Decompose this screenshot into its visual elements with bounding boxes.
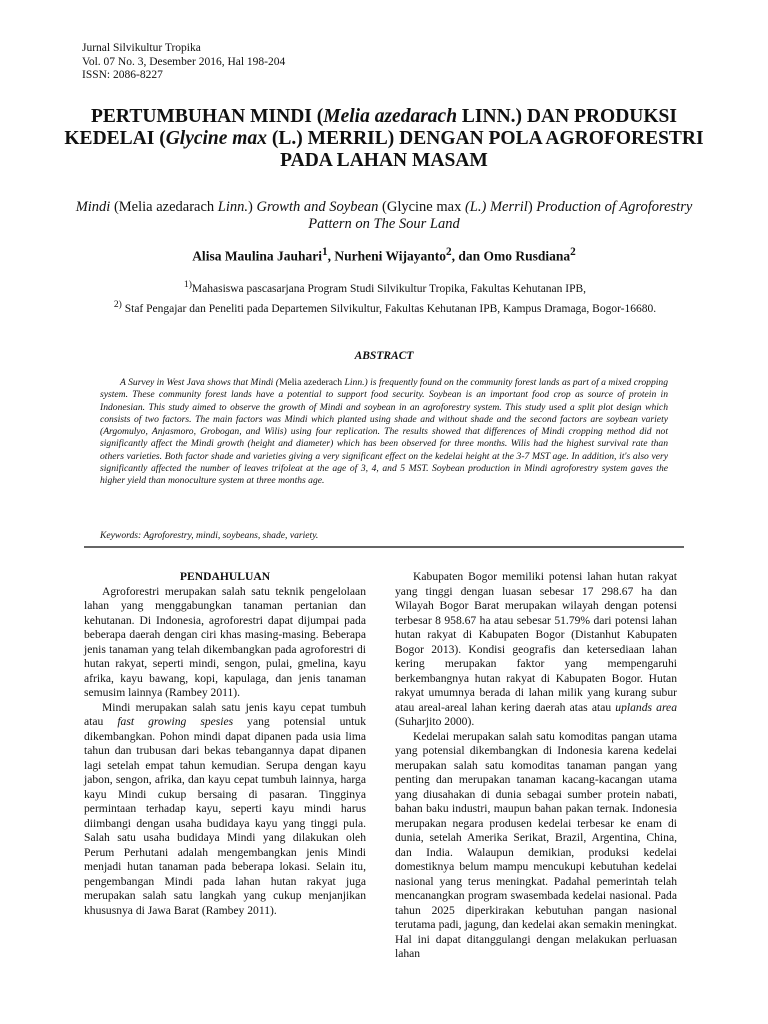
paragraph-emphasis: fast growing spesies [117,715,234,728]
abstract-body [100,377,668,488]
author-affil-mark: 2 [446,246,452,258]
abstract-text: Linn.) is frequently found on the community forest lands as part of a mixed cropping system. These community forest lands have a potential to support food security. Soybean is an important food crop as source of protein in Indonesian. This study aimed to observe the growth of Mindi and soybean in an agroforestry system. This study used a split plot design which consists of two factors. The main factors was Mindi which planted using shade and without shade and the second factors are soybean variety (Argomulyo, Anjasmoro, Grobogan, and Wilis) using four replication. The results showed that differences of Mindi cropping method did not significantly affect the Mindi growth (height and diameter) which has been observed for three months. Wilis had the highest survival rate than others varieties. Both factor shade and varieties giving a very significant effect on the kedelai height at the 3-7 MST age. In addition, it's also very significantly affected the number of leaves trifoleat at the age of 3, 4, and 5 MST. Soybean production in Mindi agroforestry system gaves the higher yield than monoculture system at three months age. [100,377,669,487]
paragraph: Kedelai merupakan salah satu komoditas pangan utama yang potensial dikembangkan di Indonesia karena kedelai merupakan salah satu komoditas tanaman pangan yang penting dan merupakan tanaman kacang-kacangan utama yang diusahakan di dunia sebagai sumber protein nabati, bahan baku industri, maupun bahan pakan ternak. Indonesia merupakan negara produsen kedelai terbesar ke enam di dunia, setelah Amerika Serikat, Brazil, Argentina, China, dan India. Walaupun demikian, produksi kedelai domestiknya belum mampu mencukupi kebutuhan kedelai nasional yang terus meningkat. Padahal pemerintah telah mencanangkan program swasembada kedelai nasional. Pada tahun 2025 diperkirakan kebutuhan pangan nasional terutama padi, jagung, dan kedelai akan semakin meningkat. Hal ini dapat ditanggulangi dengan melakukan perluasan lahan [395,729,677,960]
paragraph-text: (Suharjito 2000). [395,715,475,728]
subtitle-part: Growth and Soybean [256,199,379,215]
author-name: , Nurheni Wijayanto [327,248,446,264]
journal-volume: Vol. 07 No. 3, Desember 2016, Hal 198-204 [82,55,286,68]
left-column [84,570,366,918]
paragraph: Agroforestri merupakan salah satu teknik pengelolaan lahan yang menggabungkan tanaman pertanian dan kehutanan. Di Indonesia, agroforestri dapat dijumpai pada beberapa daerah dengan ciri khas masing-masing. Beberapa jenis tanaman yang telah dikembangkan pada agroforestri di hutan rakyat, seperti mindi, sengon, pulai, gmelina, kayu afrika, kayu bawang, kopi, kapulaga, dan jenis tanaman semusim lainnya (Rambey 2011). [84,584,366,699]
subtitle-part: (L.) Merril [464,199,528,215]
paragraph-text: Mindi merupakan salah satu jenis kayu cepat tumbuh atau [84,700,366,728]
author-name: Alisa Maulina Jauhari [192,248,322,264]
subtitle-part: (Melia azedarach [110,199,218,215]
section-heading-introduction: PENDAHULUAN [179,570,271,583]
author-affil-mark: 1 [321,246,328,258]
paragraph-emphasis: uplands area [615,700,677,714]
affiliation-text: Mahasiswa pascasarjana Program Studi Silvikultur Tropika, Fakultas Kehutanan IPB, [191,282,587,295]
abstract-species: Melia azederach [278,377,343,388]
title-species-mindi: Melia azedarach [323,106,458,127]
title-part: (L.) MERRIL) DENGAN POLA AGROFORESTRI PADA LAHAN MASAM [266,128,704,171]
author-list [60,246,708,265]
subtitle-part: (Glycine max [378,199,465,215]
subtitle-part: Linn. [217,199,249,215]
title-part: LINN.) DAN PRODUKSI KEDELAI ( [64,106,677,149]
abstract-heading: ABSTRACT [354,350,414,362]
affiliation-1 [95,277,675,297]
subtitle-part: ) [527,199,537,215]
subtitle-part: Mindi [75,199,111,215]
right-column [395,570,677,962]
affiliations [95,277,675,317]
affiliation-text: Staf Pengajar dan Peneliti pada Departemen Silvikultur, Fakultas Kehutanan IPB, Kampus Dramaga, Bogor-16680. [121,302,657,315]
paper-title [60,106,708,172]
paragraph-text: yang potensial untuk dikembangkan. Pohon mindi dapat dipanen pada usia lima tahun dan trubusan dari bekas tebangannya dapat dipanen lagi setelah empat tahun kemudian. Serupa dengan kayu jabon, sengon, afrika, dan kayu cepat tumbuh lainnya, harga kayu Mindi cukup bersaing di pasaran. Tingginya permintaan terhadap kayu, seperti kayu mindi harus diimbangi dengan usaha budidaya kayu yang tinggi pula. Salah satu usaha budidaya Mindi yang dilakukan oleh Perum Perhutani adalah mengembangkan jenis Mindi menjadi hutan tanaman pada beberapa lokasi. Selain itu, pengembangan Mindi pada lahan hutan rakyat juga merupakan salah satu langkah yang cukup menjanjikan khususnya di Jawa Barat (Rambey 2011). [84,715,366,917]
paragraph [84,701,366,919]
affiliation-mark: 1) [183,279,192,290]
journal-issn: ISSN: 2086-8227 [82,69,163,81]
title-species-kedelai: Glycine max [165,128,267,149]
affiliation-2 [95,297,675,317]
paragraph [395,570,677,730]
paper-english-title [60,199,708,233]
title-part: PERTUMBUHAN MINDI ( [91,106,324,127]
subtitle-part: Production of Agroforestry Pattern on The Sour Land [308,199,693,232]
paragraph-text: Kabupaten Bogor memiliki potensi lahan hutan rakyat yang tinggi dengan luasan sebesar 17 298.67 ha dan Wilayah Bogor Barat merupakan wilayah dengan potensi terbesar 8 958.67 ha atau sebesar 51.79% dari potensi lahan hutan rakyat di Kabupaten Bogor (Distanhut Kabupaten Bogor 2013). Kondisi geografis dan ketersediaan lahan kering merupakan faktor yang mempengaruhi berkembangnya hutan rakyat di Kabupaten Bogor. Hutan rakyat umumnya berada di lahan milik yang kurang subur atau areal-areal lahan kering daerah atas atau [395,570,677,714]
author-name: , dan Omo Rusdiana [451,248,571,264]
abstract-text: A Survey in West Java shows that Mindi ( [120,377,279,388]
keywords: Keywords: Agroforestry, mindi, soybeans, shade, variety. [100,530,319,541]
journal-header [82,42,285,83]
author-affil-mark: 2 [570,246,576,258]
journal-name: Jurnal Silvikultur Tropika [82,42,201,54]
subtitle-part: ) [248,199,257,215]
section-divider [84,546,684,548]
affiliation-mark: 2) [113,298,122,310]
